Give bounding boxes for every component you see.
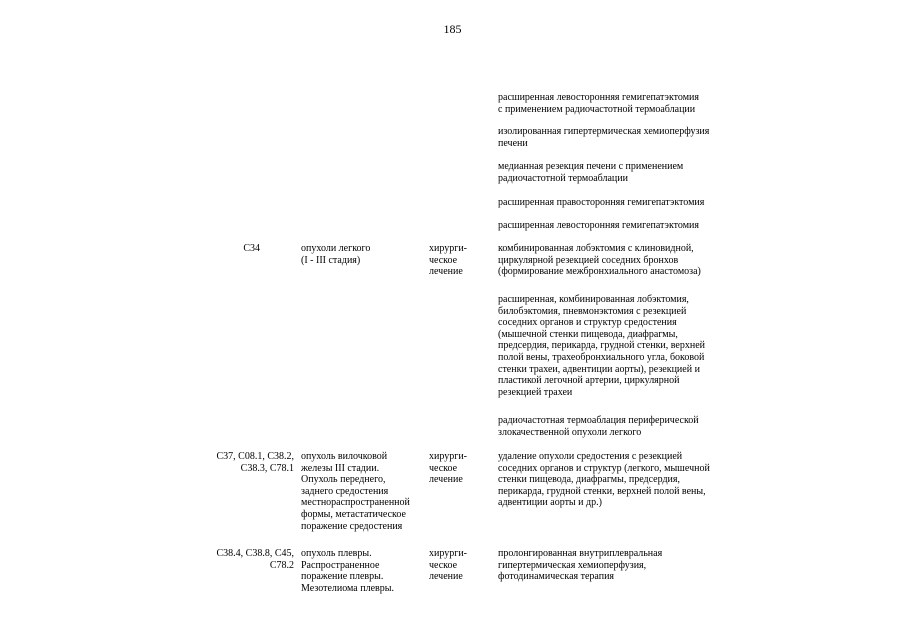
text-line: (I - III стадия) xyxy=(301,254,361,266)
text-line: расширенная левосторонняя гемигепатэктомия xyxy=(498,92,700,103)
text-line: полой вены, трахеобронхиального угла, боковой xyxy=(498,351,705,363)
text-line: фотодинамическая терапия xyxy=(498,571,615,583)
text-line: резекцией трахеи xyxy=(498,386,573,398)
method-paragraph xyxy=(498,92,748,115)
text-line: ческое xyxy=(429,254,458,266)
text-line: C37, C08.1, C38.2, xyxy=(216,451,294,462)
text-line: хирурги- xyxy=(429,548,468,559)
text-line: (формирование межбронхиального анастомоза) xyxy=(498,266,701,278)
text-line: комбинированная лобэктомия с клиновидной, xyxy=(498,243,694,254)
text-line: билобэктомия, пневмонэктомия с резекцией xyxy=(498,305,687,317)
text-line: изолированная гипертермическая хемиоперфузия xyxy=(498,126,710,137)
text-line: местнораспространенной xyxy=(301,497,410,509)
treatment-type-cell xyxy=(429,243,489,278)
text-line: удаление опухоли средостения с резекцией xyxy=(498,451,683,462)
text-line: C34 xyxy=(243,243,260,254)
text-line: соседних органов и структур средостения xyxy=(498,317,677,329)
text-line: печени xyxy=(498,137,528,149)
text-line: расширенная, комбинированная лобэктомия, xyxy=(498,294,689,305)
text-line: гипертермическая хемиоперфузия, xyxy=(498,559,647,571)
text-line: стенки трахеи, адвентиции аорты), резекцией и xyxy=(498,363,700,375)
icd-code-cell xyxy=(186,451,294,474)
text-line: пролонгированная внутриплевральная xyxy=(498,548,663,559)
text-line: адвентиции аорты и др.) xyxy=(498,497,602,509)
text-line: предсердия, перикарда, грудной стенки, верхней xyxy=(498,340,706,352)
text-line: расширенная правосторонняя гемигепатэктомия xyxy=(498,197,705,208)
text-line: медианная резекция печени с применением xyxy=(498,161,684,172)
icd-code-cell xyxy=(188,243,260,255)
text-line: пластикой легочной артерии, циркулярной xyxy=(498,375,680,387)
text-line: (мышечной стенки пищевода, диафрагмы, xyxy=(498,328,678,340)
text-line: циркулярной резекцией соседних бронхов xyxy=(498,254,679,266)
text-line: опухоль плевры. xyxy=(301,548,372,559)
method-paragraph xyxy=(498,197,748,209)
text-line: злокачественной опухоли легкого xyxy=(498,426,642,438)
text-line: стенки пищевода, диафрагмы, предсердия, xyxy=(498,474,681,486)
text-line: с применением радиочастотной термоаблации xyxy=(498,103,696,115)
text-line: формы, метастатическое xyxy=(301,508,406,520)
text-line: соседних органов и структур (легкого, мышечной xyxy=(498,462,710,474)
text-line: опухоль вилочковой xyxy=(301,451,388,462)
text-line: лечение xyxy=(429,266,463,278)
text-line: C38.3, C78.1 xyxy=(240,462,294,474)
method-paragraph xyxy=(498,220,748,232)
condition-cell xyxy=(301,548,426,594)
text-line: C38.4, C38.8, C45, xyxy=(216,548,294,559)
treatment-type-cell xyxy=(429,548,489,583)
text-line: ческое xyxy=(429,462,458,474)
text-line: поражение плевры. xyxy=(301,571,384,583)
condition-cell xyxy=(301,243,426,266)
text-line: лечение xyxy=(429,474,463,486)
text-line: расширенная левосторонняя гемигепатэктомия xyxy=(498,220,700,231)
text-line: опухоли легкого xyxy=(301,243,371,254)
treatment-type-cell xyxy=(429,451,489,486)
method-paragraph xyxy=(498,415,748,438)
method-paragraph xyxy=(498,451,748,509)
method-paragraph xyxy=(498,243,748,278)
text-line: Мезотелиома плевры. xyxy=(301,582,394,594)
text-line: заднего средостения xyxy=(301,485,389,497)
text-line: хирурги- xyxy=(429,451,468,462)
condition-cell xyxy=(301,451,426,532)
text-line: ческое xyxy=(429,559,458,571)
page-number: 185 xyxy=(443,22,462,36)
method-paragraph xyxy=(498,161,748,184)
method-paragraph xyxy=(498,548,748,583)
text-line: радиочастотной термоаблации xyxy=(498,172,628,184)
text-line: радиочастотная термоаблация периферической xyxy=(498,415,699,426)
method-paragraph xyxy=(498,126,748,149)
icd-code-cell xyxy=(186,548,294,571)
method-paragraph xyxy=(498,294,748,398)
text-line: хирурги- xyxy=(429,243,468,254)
text-line: железы III стадии. xyxy=(301,462,380,474)
text-line: C78.2 xyxy=(269,559,294,571)
text-line: перикарда, грудной стенки, верхней полой вены, xyxy=(498,485,706,497)
text-line: лечение xyxy=(429,571,463,583)
text-line: Опухоль переднего, xyxy=(301,474,386,486)
text-line: Распространенное xyxy=(301,559,380,571)
text-line: поражение средостения xyxy=(301,520,403,532)
